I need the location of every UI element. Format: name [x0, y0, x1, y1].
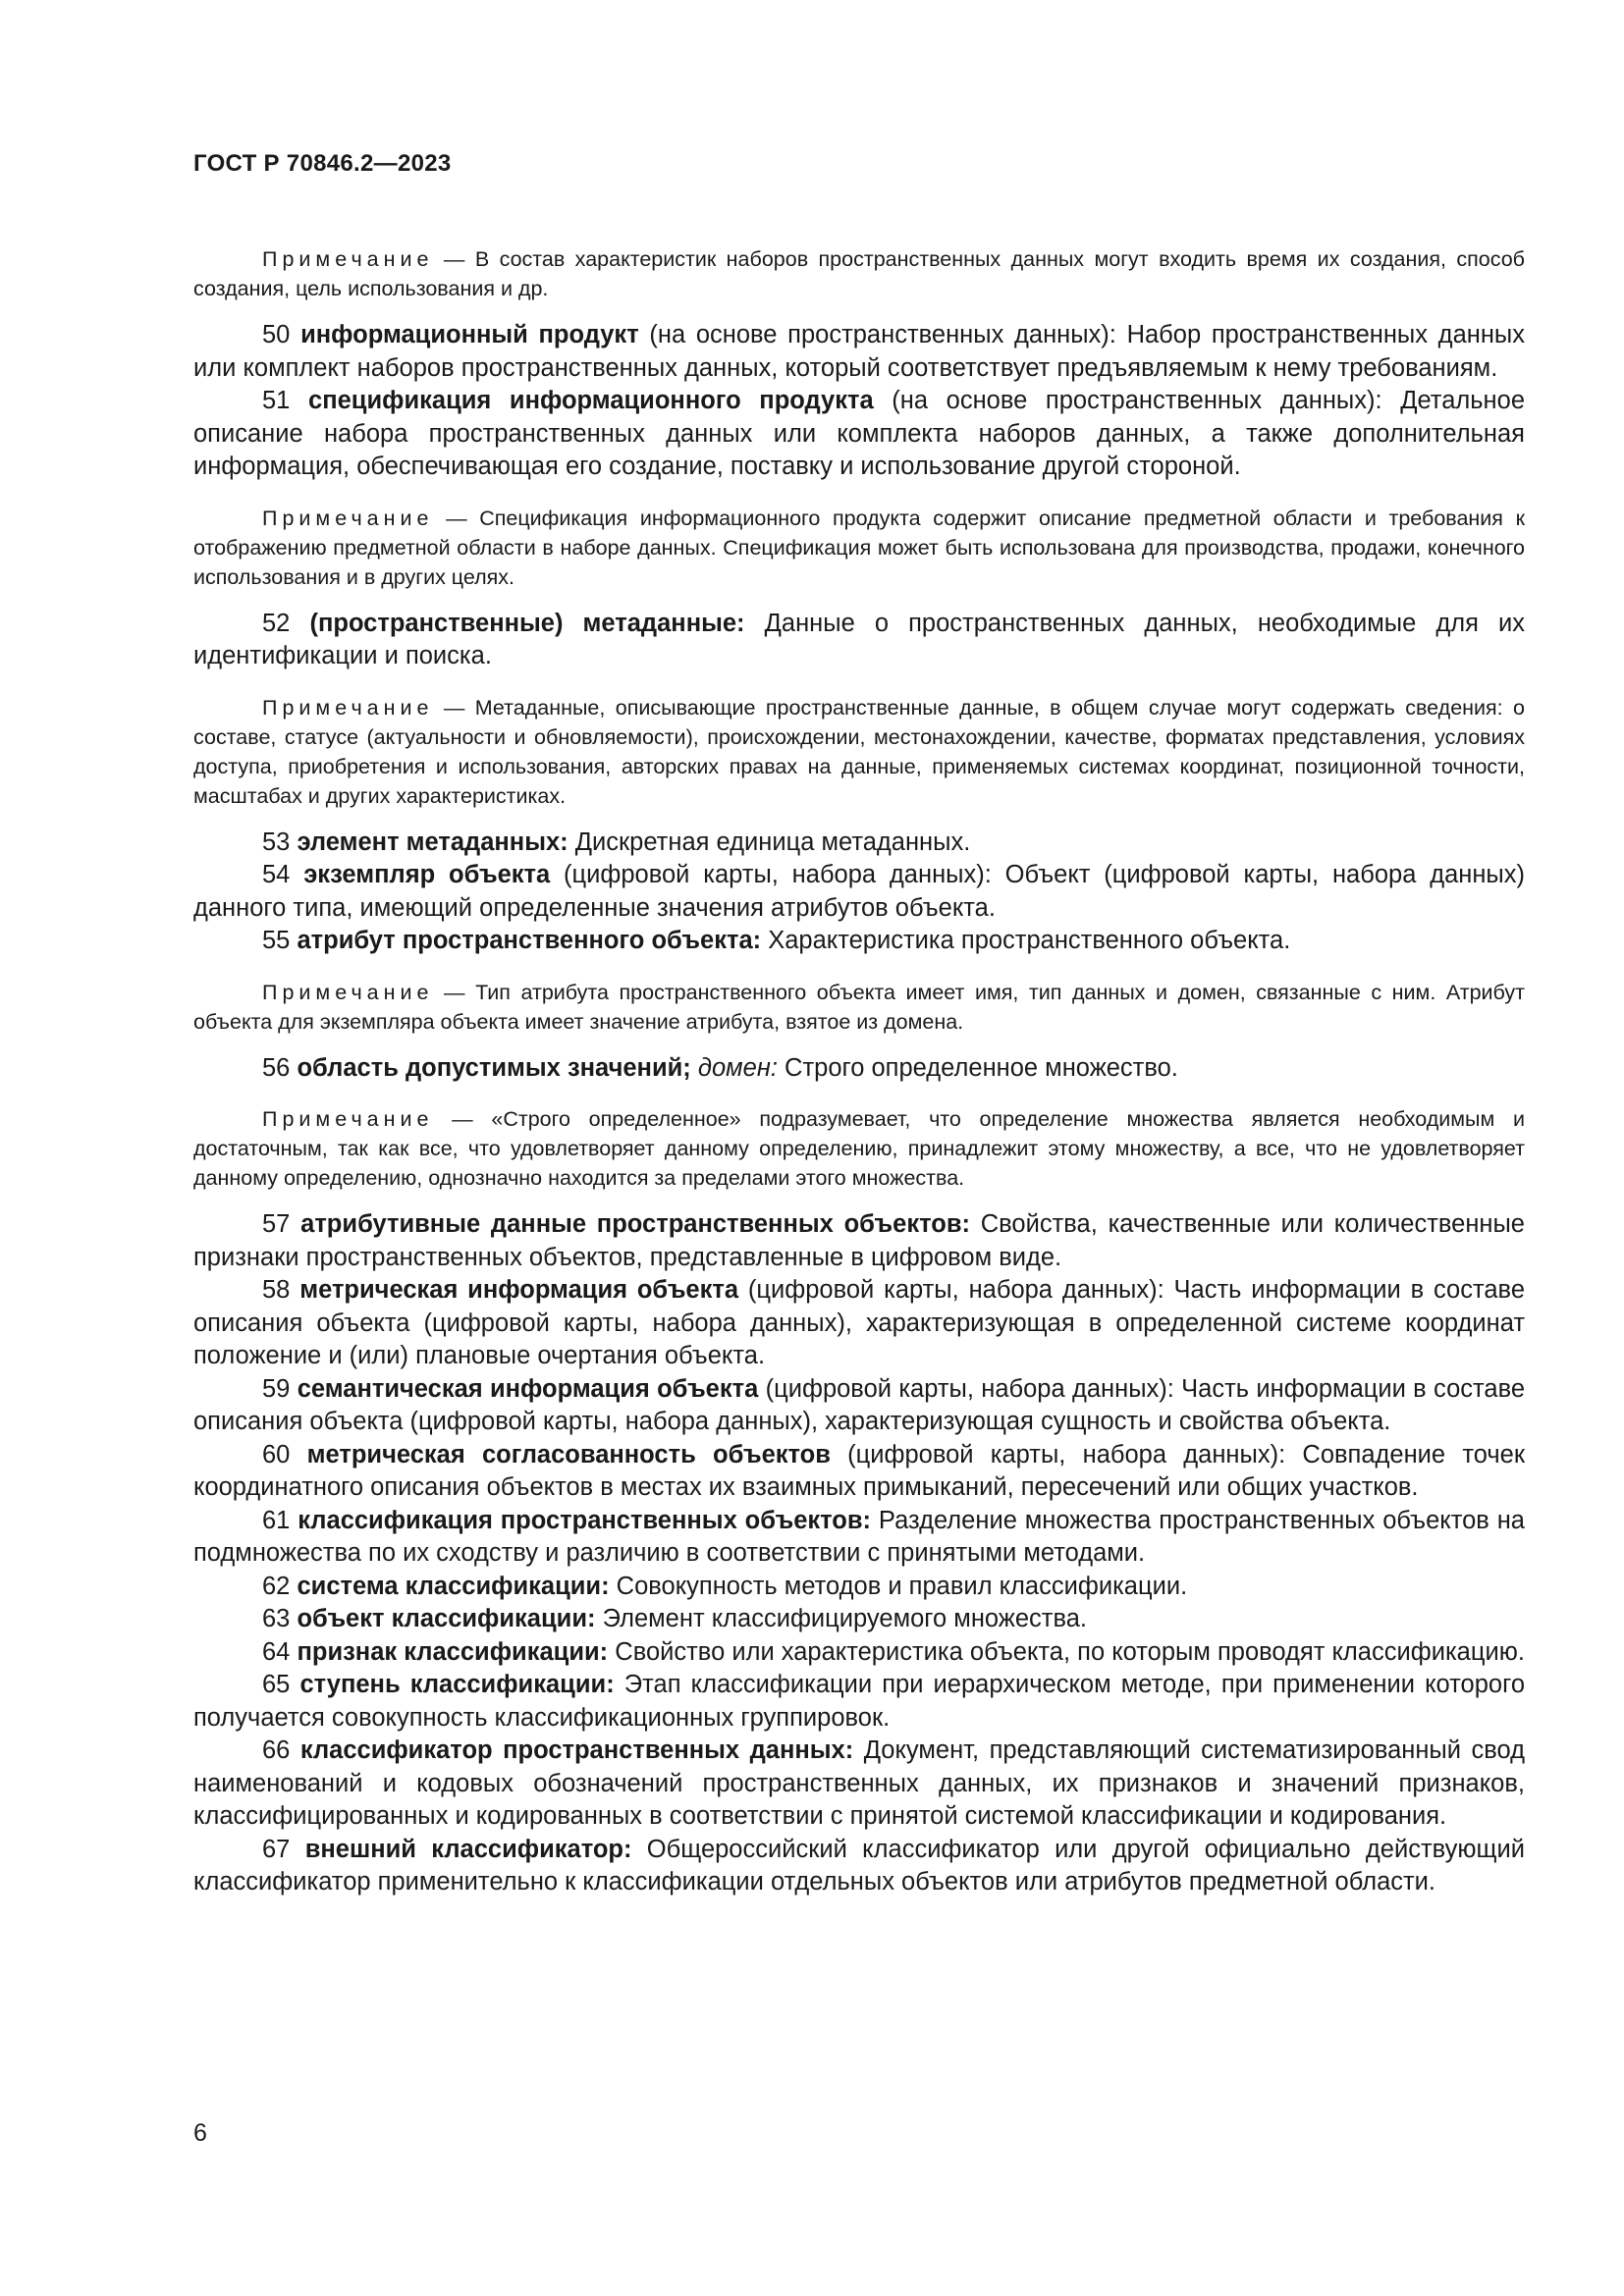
term-name: ступень классификации:: [299, 1671, 615, 1698]
term-name: область допустимых значений;: [297, 1053, 691, 1082]
term-definition: [193, 827, 1525, 860]
term-number: 59: [262, 1374, 291, 1403]
note-text: Тип атрибута пространственного объекта имеет имя, тип данных и домен, связанные с ним. Атрибут объекта для экземпляра объекта имеет значение атрибута, взятое из домена.: [193, 980, 1525, 1034]
term-name: информационный продукт: [300, 321, 639, 348]
term-number: 57: [262, 1210, 291, 1238]
note-paragraph: Примечание — Тип атрибута пространственного объекта имеет имя, тип данных и домен, связанные с ним. Атрибут объекта для экземпляра объекта имеет значение атрибута, взятое из домена.: [193, 980, 1525, 1034]
term-definition-text: Общероссийский классификатор или другой официально действующий классификатор применительно к классификации отдельных объектов или атрибутов предметной области.: [193, 1835, 1525, 1896]
term-definition: [193, 1274, 1525, 1373]
term-number: 58: [262, 1276, 291, 1304]
term-number: 65: [262, 1671, 291, 1698]
note-text: В состав характеристик наборов пространственных данных могут входить время их создания, способ создания, цель использования и др.: [193, 247, 1525, 300]
term-name: семантическая информация объекта: [297, 1374, 759, 1403]
term-name: экземпляр объекта: [303, 861, 551, 888]
term-number: 62: [262, 1572, 291, 1600]
term-definition-text: Дискретная единица метаданных.: [568, 828, 971, 856]
term-definition: [193, 1571, 1525, 1604]
term-name: внешний классификатор:: [304, 1835, 632, 1863]
term-number: 64: [262, 1637, 291, 1666]
term-definition-text: (цифровой карты, набора данных): Часть информации в составе описания объекта (цифровой карты, набора данных), характеризующая в определенной системе координат положение и (или) плановые очертания объекта.: [193, 1276, 1525, 1369]
term-definition: [193, 319, 1525, 385]
term-definition: [193, 1603, 1525, 1636]
term-number: 60: [262, 1440, 291, 1468]
note-paragraph: Примечание — Метаданные, описывающие пространственные данные, в общем случае могут содержать сведения: о составе, статусе (актуальности и обновляемости), происхождении, местонахождении, качестве, форматах представления, условиях доступа, приобретения и использования, авторских правах на данные, применяемых системах координат, позиционной точности, масштабах и других характеристиках.: [193, 695, 1526, 808]
term-definition-text: Элемент классифицируемого множества.: [595, 1605, 1087, 1632]
term-name: спецификация информационного продукта: [308, 387, 874, 414]
term-number: 52: [262, 609, 291, 637]
term-name: признак классификации:: [297, 1637, 609, 1666]
term-definition-text: (цифровой карты, набора данных): Совпадение точек координатного описания объектов в местах их взаимных примыканий, пересечений или общих участков.: [193, 1440, 1525, 1501]
note-text: «Строго определенное» подразумевает, что определение множества является необходимым и достаточным, так как все, что удовлетворяет данному определению, принадлежит этому множеству, а все, что не удовлетворяет данному определению, однозначно находится за пределами этого множества.: [193, 1107, 1525, 1190]
term-definition: [193, 859, 1525, 925]
note-text: Спецификация информационного продукта содержит описание предметной области и требования к отображению предметной области в наборе данных. Спецификация может быть использована для производства, продажи, конечного использования и в других целях.: [193, 506, 1525, 589]
term-name: метрическая согласованность объектов: [306, 1440, 831, 1468]
term-name: объект классификации:: [297, 1605, 596, 1632]
term-definition-text: Совокупность методов и правил классификации.: [609, 1572, 1188, 1600]
term-definition-text: (цифровой карты, набора данных): Часть информации в составе описания объекта (цифровой карты, набора данных), характеризующая сущность и свойства объекта.: [193, 1374, 1526, 1435]
note-paragraph: Примечание — Спецификация информационного продукта содержит описание предметной области и требования к отображению предметной области в наборе данных. Спецификация может быть использована для производства, продажи, конечного использования и в других целях.: [193, 506, 1525, 589]
term-definition-text: Данные о пространственных данных, необходимые для их идентификации и поиска.: [193, 609, 1526, 669]
term-definition: [193, 1373, 1525, 1439]
term-definition-text: Характеристика пространственного объекта.: [761, 927, 1291, 954]
term-number: 63: [262, 1605, 291, 1632]
note-paragraph: Примечание — «Строго определенное» подразумевает, что определение множества является необходимым и достаточным, так как все, что удовлетворяет данному определению, принадлежит этому множеству, а все, что не удовлетворяет данному определению, однозначно находится за пределами этого множества.: [193, 1107, 1525, 1190]
term-number: 53: [262, 828, 291, 856]
note-label: Примечание: [262, 980, 434, 1004]
note-text: Метаданные, описывающие пространственные данные, в общем случае могут содержать сведения: о составе, статусе (актуальности и обновляемости), происхождении, местонахождении, качестве, форматах представления, условиях доступа, приобретения и использования, авторских правах на данные, применяемых системах координат, позиционной точности, масштабах и других характеристиках.: [193, 695, 1526, 808]
term-name: атрибутивные данные пространственных объектов:: [300, 1210, 970, 1238]
term-name: метрическая информация объекта: [299, 1276, 739, 1304]
term-definition: [193, 1505, 1525, 1571]
term-number: 50: [262, 321, 291, 348]
term-name: система классификации:: [297, 1572, 610, 1600]
note-label: Примечание: [262, 1107, 434, 1131]
term-definition-text: Строго определенное множество.: [777, 1053, 1178, 1082]
term-definition: [193, 1636, 1525, 1670]
term-definition-text: Разделение множества пространственных объектов на подмножества по их сходству и различию в соответствии с принятыми методами.: [193, 1506, 1525, 1567]
term-definition: [193, 608, 1525, 673]
term-definition: [193, 1439, 1525, 1505]
term-number: 66: [262, 1736, 291, 1764]
term-name: элемент метаданных:: [297, 828, 568, 856]
term-definition: [193, 1669, 1525, 1735]
term-definition: [193, 385, 1525, 484]
term-definition-text: (цифровой карты, набора данных): Объект (цифровой карты, набора данных) данного типа, имеющий определенные значения атрибутов объекта.: [193, 861, 1525, 922]
term-definition-text: (на основе пространственных данных): Детальное описание набора пространственных данных или комплекта наборов данных, а также дополнительная информация, обеспечивающая его создание, поставку и использование другой стороной.: [193, 387, 1525, 480]
term-definition-text: (на основе пространственных данных): Набор пространственных данных или комплект наборов пространственных данных, который соответствует предъявляемым к нему требованиям.: [193, 321, 1525, 382]
note-label: Примечание: [262, 506, 434, 530]
term-definition: [193, 1052, 1525, 1086]
term-number: 54: [262, 861, 291, 888]
note-label: Примечание: [262, 695, 434, 720]
term-definition: [193, 1735, 1525, 1834]
term-definition-text: Свойства, качественные или количественные признаки пространственных объектов, представленные в цифровом виде.: [193, 1210, 1525, 1271]
term-number: 51: [262, 387, 291, 414]
term-name: классификатор пространственных данных:: [299, 1736, 854, 1764]
note-label: Примечание: [262, 247, 434, 271]
term-number: 55: [262, 927, 291, 954]
term-name: (пространственные) метаданные:: [309, 609, 745, 637]
document-body: [193, 225, 1525, 1899]
note-paragraph: Примечание — В состав характеристик наборов пространственных данных могут входить время их создания, способ создания, цель использования и др.: [193, 247, 1525, 300]
term-definition: [193, 1834, 1525, 1899]
term-number: 61: [262, 1506, 291, 1534]
page-number: 6: [193, 2119, 207, 2147]
term-definition: [193, 925, 1525, 958]
term-name: классификация пространственных объектов:: [298, 1506, 872, 1534]
term-number: 56: [262, 1053, 291, 1082]
term-number: 67: [262, 1835, 291, 1863]
term-definition-text: Этап классификации при иерархическом методе, при применении которого получается совокупность классификационных группировок.: [193, 1671, 1525, 1732]
term-synonym: домен:: [690, 1053, 778, 1082]
term-definition-text: Свойство или характеристика объекта, по которым проводят классификацию.: [608, 1637, 1525, 1666]
term-name: атрибут пространственного объекта:: [297, 927, 762, 954]
term-definition: [193, 1208, 1525, 1274]
term-definition-text: Документ, представляющий систематизированный свод наименований и кодовых обозначений пространственных данных, их признаков и значений признаков, классифицированных и кодированных в соответствии с принятой системой классификации и кодирования.: [193, 1736, 1525, 1830]
document-header: ГОСТ Р 70846.2—2023: [193, 150, 452, 177]
